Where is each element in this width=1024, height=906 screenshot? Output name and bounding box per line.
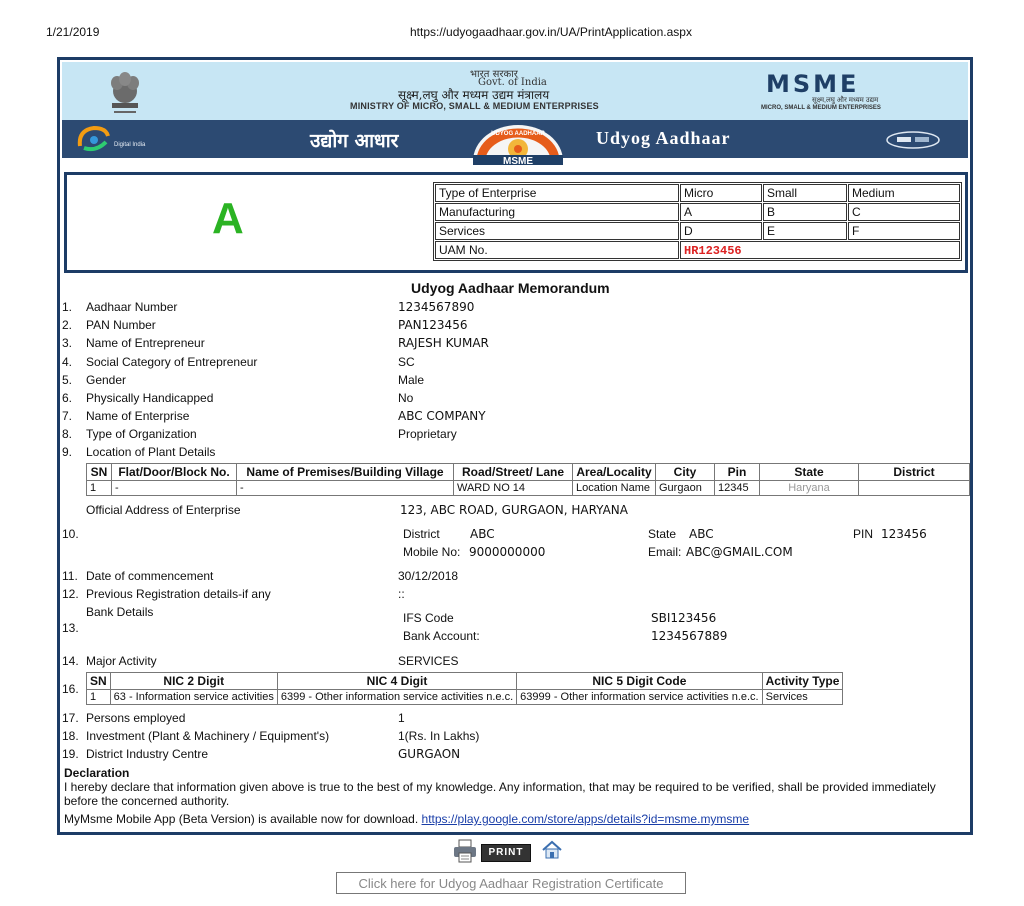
bank-account-label: Bank Account: — [403, 629, 480, 643]
field-number: 2. — [62, 318, 73, 332]
table-row — [87, 481, 970, 496]
field-value: ABC COMPANY — [398, 409, 486, 423]
table-row — [87, 690, 843, 705]
uam-value: HR123456 — [684, 243, 742, 258]
mobile-value: 9000000000 — [469, 545, 546, 559]
field-value: PAN123456 — [398, 318, 468, 332]
column-header: NIC 2 Digit — [110, 673, 277, 690]
field-number: 13. — [62, 621, 79, 635]
column-header: NIC 5 Digit Code — [517, 673, 762, 690]
field-number: 16. — [62, 682, 79, 696]
table-cell: Type of Enterprise — [435, 184, 679, 202]
persons-employed-label: Persons employed — [86, 711, 186, 725]
table-cell: Manufacturing — [435, 203, 679, 221]
table-cell: Small — [763, 184, 847, 202]
emblem-udyog-text: UDYOG AADHAAR — [491, 131, 545, 137]
column-header: District — [859, 464, 970, 481]
udyog-aadhaar-hindi: उद्योग आधार — [310, 130, 399, 152]
table-header-row — [87, 673, 843, 690]
state-value: ABC — [689, 527, 714, 541]
field-value: RAJESH KUMAR — [398, 336, 489, 350]
field-label: Location of Plant Details — [86, 445, 216, 459]
plant-location-table — [86, 463, 970, 496]
prev-registration-label: Previous Registration details-if any — [86, 587, 271, 601]
print-button[interactable]: PRINT — [481, 844, 531, 862]
table-row — [435, 184, 960, 202]
persons-employed-value: 1 — [398, 711, 405, 725]
table-cell: 1 — [87, 690, 111, 705]
table-cell: 1 — [87, 481, 112, 496]
field-label: Aadhaar Number — [86, 300, 178, 314]
home-icon[interactable] — [541, 839, 563, 861]
email-label: Email: — [648, 545, 682, 559]
commencement-value: 30/12/2018 — [398, 569, 459, 583]
table-cell: C — [848, 203, 960, 221]
dic-label: District Industry Centre — [86, 747, 209, 761]
printer-icon[interactable] — [452, 838, 478, 864]
registration-certificate-button[interactable]: Click here for Udyog Aadhaar Registration Certificate — [336, 872, 686, 894]
ifs-value: SBI123456 — [651, 611, 717, 625]
declaration-text: I hereby declare that information given above is true to the best of my knowledge. Any information, that may be required to be verified, shall be provided immediately before the concerned authority. — [64, 780, 936, 808]
field-number: 19. — [62, 747, 79, 761]
column-header: NIC 4 Digit — [277, 673, 516, 690]
field-number: 4. — [62, 355, 73, 369]
ministry-hindi-text: सूक्ष्म,लघु और मध्यम उद्यम मंत्रालय — [398, 88, 550, 102]
field-number: 7. — [62, 409, 73, 423]
table-cell: Micro — [680, 184, 762, 202]
column-header: State — [760, 464, 859, 481]
prev-registration-value: :: — [398, 587, 405, 601]
table-cell: Medium — [848, 184, 960, 202]
official-address-label: Official Address of Enterprise — [86, 503, 241, 517]
memorandum-title: Udyog Aadhaar Memorandum — [411, 280, 610, 296]
table-cell: 12345 — [715, 481, 760, 496]
field-label: Gender — [86, 373, 127, 387]
column-header: Road/Street/ Lane — [454, 464, 573, 481]
field-label: Type of Organization — [86, 427, 197, 441]
field-label: Social Category of Entrepreneur — [86, 355, 258, 369]
field-value: 1234567890 — [398, 300, 475, 314]
field-label: Name of Entrepreneur — [86, 336, 205, 350]
column-header: SN — [87, 673, 111, 690]
pin-value: 123456 — [881, 527, 927, 541]
emblem-msme-text: MSME — [503, 156, 533, 165]
mobile-label: Mobile No: — [403, 545, 461, 559]
table-row — [435, 222, 960, 240]
major-activity-value: SERVICES — [398, 654, 459, 668]
bank-details-label: Bank Details — [86, 605, 154, 619]
table-row — [435, 241, 960, 259]
table-cell: 63999 - Other information service activities n.e.c. — [517, 690, 762, 705]
table-cell: A — [680, 203, 762, 221]
digital-india-label: Digital India — [114, 142, 146, 148]
column-header: Pin — [715, 464, 760, 481]
column-header: Flat/Door/Block No. — [112, 464, 237, 481]
pin-label: PIN — [853, 527, 874, 541]
table-cell: WARD NO 14 — [454, 481, 573, 496]
field-number: 1. — [62, 300, 73, 314]
table-cell: Services — [762, 690, 843, 705]
declaration — [64, 766, 964, 808]
table-cell: F — [848, 222, 960, 240]
district-label: District — [403, 527, 440, 541]
state-label: State — [648, 527, 677, 541]
column-header: Activity Type — [762, 673, 843, 690]
field-number: 18. — [62, 729, 79, 743]
uam-label: UAM No. — [435, 241, 679, 259]
column-header: Name of Premises/Building Village — [237, 464, 454, 481]
column-header: SN — [87, 464, 112, 481]
table-cell: - — [112, 481, 237, 496]
table-cell: E — [763, 222, 847, 240]
investment-value: 1(Rs. In Lakhs) — [398, 729, 480, 743]
field-label: Name of Enterprise — [86, 409, 190, 423]
field-label: Physically Handicapped — [86, 391, 214, 405]
field-number: 8. — [62, 427, 73, 441]
table-cell: Gurgaon — [656, 481, 715, 496]
uam-value-cell — [680, 241, 960, 259]
official-address: 123, ABC ROAD, GURGAON, HARYANA — [400, 503, 628, 517]
table-cell: B — [763, 203, 847, 221]
field-number: 6. — [62, 391, 73, 405]
msme-logo-hindi: सूक्ष्म,लघु और मध्यम उद्यम — [812, 97, 879, 104]
bank-account-value: 1234567889 — [651, 629, 728, 643]
field-number: 17. — [62, 711, 79, 725]
table-cell: D — [680, 222, 762, 240]
table-cell — [859, 481, 970, 496]
dic-value: GURGAON — [398, 747, 461, 761]
udyog-aadhaar-english: Udyog Aadhaar — [596, 128, 731, 148]
declaration-title: Declaration — [64, 766, 130, 780]
ifs-label: IFS Code — [403, 611, 454, 625]
table-cell: Location Name — [573, 481, 656, 496]
field-number: 3. — [62, 336, 73, 350]
table-cell: - — [237, 481, 454, 496]
field-value: Proprietary — [398, 427, 457, 441]
nic-activity-table — [86, 672, 843, 705]
email-value: ABC@GMAIL.COM — [686, 545, 793, 559]
table-header-row — [87, 464, 970, 481]
ministry-english-text: MINISTRY OF MICRO, SMALL & MEDIUM ENTERPRISES — [350, 101, 599, 111]
app-download-line — [64, 812, 749, 826]
table-cell: 63 - Information service activities — [110, 690, 277, 705]
major-activity-label: Major Activity — [86, 654, 157, 668]
govt-english-text: Govt. of India — [478, 77, 547, 88]
print-date: 1/21/2019 — [46, 25, 100, 39]
district-value: ABC — [470, 527, 495, 541]
govt-hindi-text: भारत सरकार — [470, 69, 518, 80]
field-number: 10. — [62, 527, 79, 541]
field-number: 9. — [62, 445, 73, 459]
field-label: PAN Number — [86, 318, 156, 332]
column-header: Area/Locality — [573, 464, 656, 481]
investment-label: Investment (Plant & Machinery / Equipment's) — [86, 729, 330, 743]
table-cell: Haryana — [760, 481, 859, 496]
table-cell: 6399 - Other information service activities n.e.c. — [277, 690, 516, 705]
field-value: SC — [398, 355, 415, 369]
print-url: https://udyogaadhaar.gov.in/UA/PrintApplication.aspx — [410, 25, 692, 39]
field-number: 5. — [62, 373, 73, 387]
app-download-link[interactable]: https://play.google.com/store/apps/details?id=msme.mymsme — [421, 812, 750, 826]
commencement-label: Date of commencement — [86, 569, 214, 583]
field-number: 14. — [62, 654, 79, 668]
app-download-text: MyMsme Mobile App (Beta Version) is available now for download. — [64, 812, 419, 826]
table-row — [435, 203, 960, 221]
category-letter: A — [212, 194, 244, 243]
field-number: 12. — [62, 587, 79, 601]
field-value: Male — [398, 373, 425, 387]
enterprise-type-table — [433, 182, 962, 261]
msme-logo: MSME — [766, 70, 860, 98]
column-header: City — [656, 464, 715, 481]
field-value: No — [398, 391, 414, 405]
msme-logo-english: MICRO, SMALL & MEDIUM ENTERPRISES — [761, 105, 881, 111]
table-cell: Services — [435, 222, 679, 240]
field-number: 11. — [62, 569, 78, 583]
